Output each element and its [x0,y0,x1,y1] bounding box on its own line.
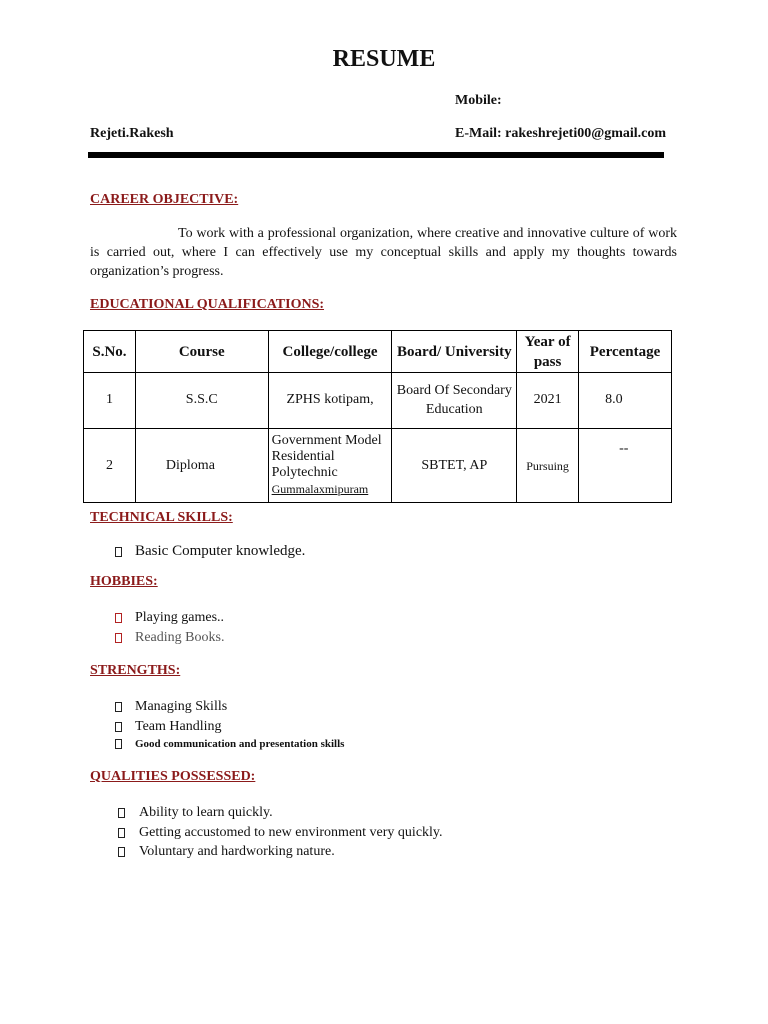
column-header: Percentage [579,331,672,373]
career-objective-body: To work with a professional organization, where creative and innovative culture of work is carried out, where I can effectively use my conceptual skills and apply my thoughts towards organization’s progress. [90,226,677,279]
column-header: Course [135,331,268,373]
board-cell: SBTET, AP [392,429,517,503]
board-cell: Board Of Secondary Education [392,373,517,429]
qualities-heading: QUALITIES POSSESSED: [90,769,256,784]
hobbies-heading: HOBBIES: [90,574,158,589]
column-header: College/college [268,331,392,373]
list-item-text: Getting accustomed to new environment very quickly. [139,824,443,840]
mobile-label: Mobile: [455,93,502,108]
column-header: Year of pass [517,331,579,373]
list-item [115,842,443,862]
header-divider [88,152,664,158]
table-header-row [84,331,672,373]
list-item-text: Reading Books. [135,629,225,645]
list-item [115,628,224,648]
candidate-name: Rejeti.Rakesh [90,126,174,141]
strengths-heading: STRENGTHS: [90,663,181,678]
bullet-icon [115,547,122,557]
bullet-icon [115,722,122,732]
year-cell: Pursuing [517,429,579,503]
education-heading: EDUCATIONAL QUALIFICATIONS: [90,297,325,312]
list-item-text: Good communication and presentation skills [135,738,345,750]
college-cell: ZPHS kotipam, [268,373,392,429]
list-item-text: Ability to learn quickly. [139,805,273,820]
list-item [115,717,344,737]
bullet-icon [118,828,125,838]
list-item-text: Managing Skills [135,699,228,714]
bullet-icon [115,613,122,623]
column-header: Board/ University [392,331,517,373]
college-name: Government Model Residential Polytechnic [271,433,382,480]
table-row [84,429,672,503]
list-item [115,608,224,628]
list-item [115,803,443,823]
table-row [84,373,672,429]
course-cell: Diploma [135,429,268,503]
list-item-text: Team Handling [135,718,222,734]
list-item-text: Basic Computer knowledge. [135,543,306,559]
percentage-cell: 8.0 [579,373,672,429]
column-header: S.No. [84,331,136,373]
hobbies-list [115,608,224,647]
technical-skills-list [115,542,305,562]
technical-skills-heading: TECHNICAL SKILLS: [90,510,233,525]
percentage-cell: -- [579,429,672,503]
strengths-list [115,697,344,752]
career-objective-heading: CAREER OBJECTIVE: [90,192,239,207]
education-table [83,330,672,503]
bullet-icon [118,808,125,818]
bullet-icon [118,847,125,857]
list-item [115,697,344,717]
qualities-list [115,803,443,862]
bullet-icon [115,702,122,712]
sno-cell: 2 [84,429,136,503]
year-cell: 2021 [517,373,579,429]
list-item [115,823,443,843]
bullet-icon [115,739,122,749]
college-place: Gummalaxmipuram [271,482,369,496]
email-line: E-Mail: rakeshrejeti00@gmail.com [455,126,667,141]
resume-title: RESUME [332,46,436,72]
college-cell [268,429,392,503]
list-item [115,736,344,752]
career-objective-text [90,224,677,281]
sno-cell: 1 [84,373,136,429]
course-cell: S.S.C [135,373,268,429]
list-item-text: Playing games.. [135,610,225,625]
bullet-icon [115,633,122,643]
list-item [115,542,305,562]
list-item-text: Voluntary and hardworking nature. [139,844,335,859]
